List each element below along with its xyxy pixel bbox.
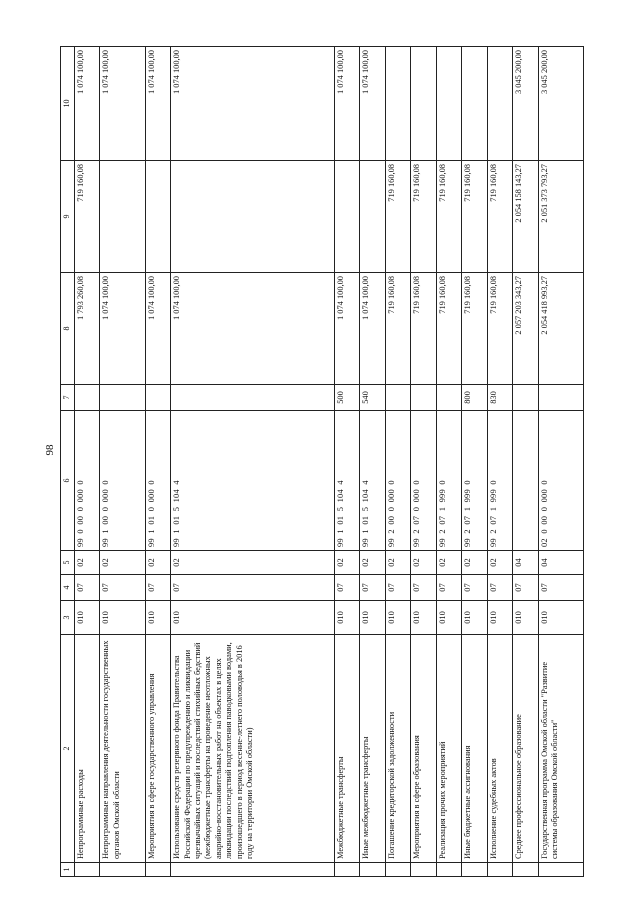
total-amount-cell: 1 074 100,00: [100, 273, 145, 385]
amount-col9-cell: 719 160,08: [436, 161, 461, 273]
expense-type-cell: [538, 385, 583, 411]
section-code-cell: 07: [75, 575, 100, 601]
row-number-cell: [436, 863, 461, 877]
admin-code-cell: 010: [145, 601, 170, 635]
expense-type-cell: [75, 385, 100, 411]
target-article-cell: 99 1 00 0 000 0: [100, 411, 145, 551]
amount-col10-cell: 3 045 200,00: [538, 47, 583, 161]
subsection-code-cell: 02: [171, 551, 335, 575]
amount-col10-cell: [436, 47, 461, 161]
subsection-code-cell: 02: [487, 551, 512, 575]
admin-code-cell: 010: [411, 601, 436, 635]
row-name-cell: Иные бюджетные ассигнования: [462, 635, 487, 863]
section-code-cell: 07: [100, 575, 145, 601]
table-row: [411, 47, 436, 877]
total-amount-cell: 1 074 100,00: [171, 273, 335, 385]
section-code-cell: 07: [538, 575, 583, 601]
admin-code-cell: 010: [171, 601, 335, 635]
row-number-cell: [100, 863, 145, 877]
section-code-cell: 07: [487, 575, 512, 601]
amount-col10-cell: 1 074 100,00: [171, 47, 335, 161]
row-name-cell: Непрограммные расходы: [75, 635, 100, 863]
row-name-cell: Мероприятия в сфере образования: [411, 635, 436, 863]
row-name-cell: Мероприятия в сфере государственного управления: [145, 635, 170, 863]
row-name-cell: Государственная программа Омской области "Развитие системы образования Омской области": [538, 635, 583, 863]
total-amount-cell: 2 054 418 993,27: [538, 273, 583, 385]
total-amount-cell: 2 057 203 343,27: [513, 273, 538, 385]
target-article-cell: 99 1 01 5 104 4: [334, 411, 359, 551]
section-code-cell: 07: [411, 575, 436, 601]
admin-code-cell: 010: [385, 601, 410, 635]
amount-col10-cell: 1 074 100,00: [360, 47, 385, 161]
header-cell: 7: [61, 385, 75, 411]
amount-col9-cell: 719 160,08: [411, 161, 436, 273]
admin-code-cell: 010: [100, 601, 145, 635]
amount-col9-cell: 719 160,08: [462, 161, 487, 273]
section-code-cell: 07: [385, 575, 410, 601]
header-cell: 4: [61, 575, 75, 601]
amount-col9-cell: [334, 161, 359, 273]
expense-type-cell: [436, 385, 461, 411]
amount-col9-cell: 719 160,08: [385, 161, 410, 273]
section-code-cell: 07: [513, 575, 538, 601]
amount-col9-cell: [145, 161, 170, 273]
section-code-cell: 07: [145, 575, 170, 601]
amount-col10-cell: 1 074 100,00: [145, 47, 170, 161]
target-article-cell: 99 1 01 5 104 4: [360, 411, 385, 551]
section-code-cell: 07: [360, 575, 385, 601]
amount-col10-cell: 1 074 100,00: [100, 47, 145, 161]
total-amount-cell: 719 160,08: [487, 273, 512, 385]
expense-type-cell: 800: [462, 385, 487, 411]
target-article-cell: 99 2 00 0 000 0: [385, 411, 410, 551]
amount-col9-cell: 2 054 158 143,27: [513, 161, 538, 273]
amount-col9-cell: [100, 161, 145, 273]
row-name-cell: Реализация прочих мероприятий: [436, 635, 461, 863]
subsection-code-cell: 02: [411, 551, 436, 575]
amount-col10-cell: 1 074 100,00: [334, 47, 359, 161]
amount-col9-cell: 719 160,08: [487, 161, 512, 273]
admin-code-cell: 010: [513, 601, 538, 635]
target-article-cell: 99 1 01 0 000 0: [145, 411, 170, 551]
table-row: [145, 47, 170, 877]
amount-col9-cell: 719 160,08: [75, 161, 100, 273]
table-row: [334, 47, 359, 877]
subsection-code-cell: 02: [385, 551, 410, 575]
amount-col10-cell: 3 045 200,00: [513, 47, 538, 161]
subsection-code-cell: 02: [436, 551, 461, 575]
expense-type-cell: [145, 385, 170, 411]
admin-code-cell: 010: [334, 601, 359, 635]
target-article-cell: 02 0 00 0 000 0: [538, 411, 583, 551]
admin-code-cell: 010: [538, 601, 583, 635]
total-amount-cell: 719 160,08: [385, 273, 410, 385]
target-article-cell: 99 0 00 0 000 0: [75, 411, 100, 551]
header-cell: 5: [61, 551, 75, 575]
row-name-cell: Среднее профессиональное образование: [513, 635, 538, 863]
amount-col10-cell: [487, 47, 512, 161]
expense-type-cell: 830: [487, 385, 512, 411]
amount-col10-cell: [411, 47, 436, 161]
target-article-cell: 99 2 07 0 000 0: [411, 411, 436, 551]
table-row: [75, 47, 100, 877]
row-number-cell: [75, 863, 100, 877]
amount-col10-cell: 1 074 100,00: [75, 47, 100, 161]
table-body: [61, 47, 584, 877]
section-code-cell: 07: [462, 575, 487, 601]
subsection-code-cell: 02: [360, 551, 385, 575]
admin-code-cell: 010: [360, 601, 385, 635]
row-number-cell: [538, 863, 583, 877]
total-amount-cell: 719 160,08: [436, 273, 461, 385]
admin-code-cell: 010: [436, 601, 461, 635]
budget-table: [60, 46, 584, 877]
total-amount-cell: 1 074 100,00: [360, 273, 385, 385]
table-row: [436, 47, 461, 877]
table-row: [538, 47, 583, 877]
target-article-cell: 99 2 07 1 999 0: [487, 411, 512, 551]
expense-type-cell: 540: [360, 385, 385, 411]
admin-code-cell: 010: [462, 601, 487, 635]
table-row: [462, 47, 487, 877]
total-amount-cell: 719 160,08: [411, 273, 436, 385]
row-number-cell: [513, 863, 538, 877]
amount-col10-cell: [462, 47, 487, 161]
table-header-row: [61, 47, 75, 877]
subsection-code-cell: 02: [75, 551, 100, 575]
row-name-cell: Межбюджетные трансферты: [334, 635, 359, 863]
subsection-code-cell: 04: [513, 551, 538, 575]
table-row: [487, 47, 512, 877]
expense-type-cell: [385, 385, 410, 411]
header-cell: 10: [61, 47, 75, 161]
header-cell: 9: [61, 161, 75, 273]
table-row: [513, 47, 538, 877]
row-name-cell: Погашение кредиторской задолженности: [385, 635, 410, 863]
header-cell: 6: [61, 411, 75, 551]
subsection-code-cell: 02: [334, 551, 359, 575]
row-number-cell: [360, 863, 385, 877]
row-name-cell: Использование средств резервного фонда Правительства Российской Федерации по предупреждению и ликвидации чрезвычайных ситуаций и последствий стихийных бедствий (межбюджетные трансферты на проведение неотложных аварийно-восстановительных работ на объектах в целях ликвидации последствий подтопления паводковыми водами, произошедшего в период весенне-летнего половодья в 2016 году на территории Омской области): [171, 635, 335, 863]
row-name-cell: Непрограммные направления деятельности государственных органов Омской области: [100, 635, 145, 863]
subsection-code-cell: 02: [100, 551, 145, 575]
row-number-cell: [385, 863, 410, 877]
subsection-code-cell: 04: [538, 551, 583, 575]
row-number-cell: [171, 863, 335, 877]
row-number-cell: [145, 863, 170, 877]
row-number-cell: [487, 863, 512, 877]
expense-type-cell: [411, 385, 436, 411]
table-row: [385, 47, 410, 877]
expense-type-cell: [171, 385, 335, 411]
expense-type-cell: [100, 385, 145, 411]
expense-type-cell: 500: [334, 385, 359, 411]
row-number-cell: [334, 863, 359, 877]
target-article-cell: 99 2 07 1 999 0: [436, 411, 461, 551]
target-article-cell: [513, 411, 538, 551]
total-amount-cell: 1 793 260,08: [75, 273, 100, 385]
row-number-cell: [462, 863, 487, 877]
admin-code-cell: 010: [75, 601, 100, 635]
expense-type-cell: [513, 385, 538, 411]
row-number-cell: [411, 863, 436, 877]
total-amount-cell: 719 160,08: [462, 273, 487, 385]
amount-col9-cell: [360, 161, 385, 273]
row-name-cell: Иные межбюджетные трансферты: [360, 635, 385, 863]
table-row: [100, 47, 145, 877]
amount-col10-cell: [385, 47, 410, 161]
section-code-cell: 07: [334, 575, 359, 601]
subsection-code-cell: 02: [145, 551, 170, 575]
amount-col9-cell: 2 051 373 793,27: [538, 161, 583, 273]
subsection-code-cell: 02: [462, 551, 487, 575]
header-cell: 1: [61, 863, 75, 877]
target-article-cell: 99 1 01 5 104 4: [171, 411, 335, 551]
table-row: [360, 47, 385, 877]
header-cell: 3: [61, 601, 75, 635]
total-amount-cell: 1 074 100,00: [145, 273, 170, 385]
header-cell: 8: [61, 273, 75, 385]
header-cell: 2: [61, 635, 75, 863]
total-amount-cell: 1 074 100,00: [334, 273, 359, 385]
row-name-cell: Исполнение судебных актов: [487, 635, 512, 863]
section-code-cell: 07: [436, 575, 461, 601]
table-row: [171, 47, 335, 877]
rotated-table-wrapper: [60, 47, 584, 877]
admin-code-cell: 010: [487, 601, 512, 635]
section-code-cell: 07: [171, 575, 335, 601]
page-number: 98: [44, 444, 56, 456]
amount-col9-cell: [171, 161, 335, 273]
target-article-cell: 99 2 07 1 999 0: [462, 411, 487, 551]
